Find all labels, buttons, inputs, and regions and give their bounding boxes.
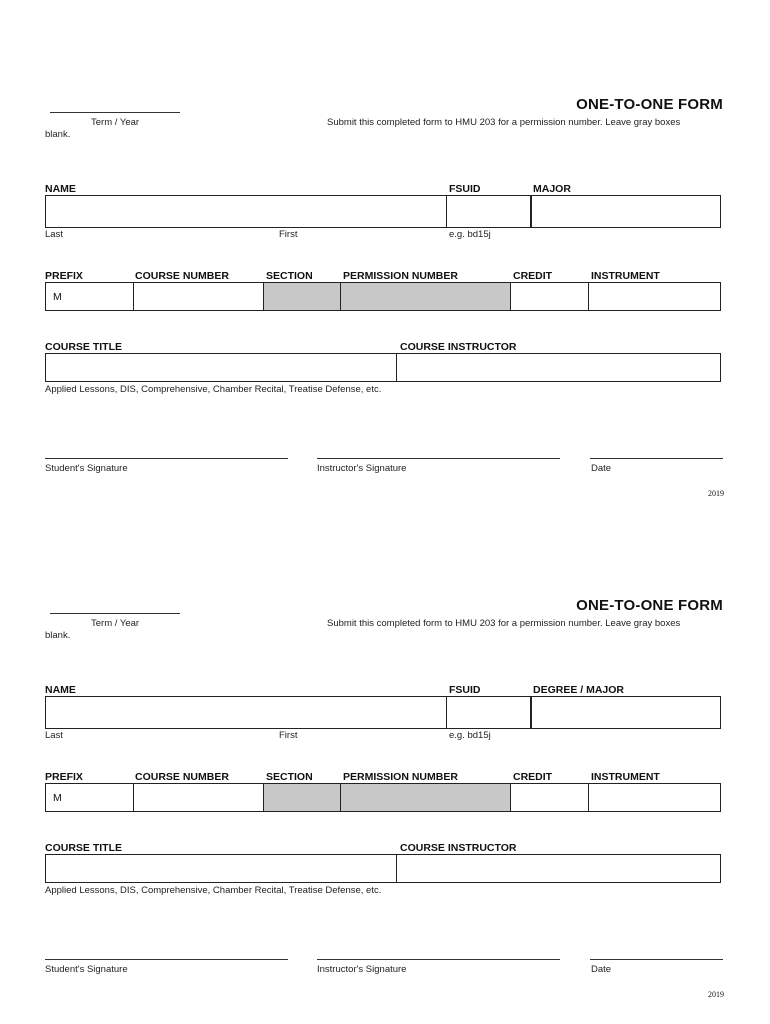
instructor-signature-line[interactable]: [317, 458, 560, 459]
date-line[interactable]: [590, 959, 723, 960]
first-hint: First: [279, 730, 298, 741]
prefix-value: M: [53, 291, 62, 303]
course-number-input[interactable]: [134, 784, 263, 811]
major-label: MAJOR: [533, 183, 571, 195]
course-instructor-field[interactable]: [397, 855, 720, 882]
term-year-line[interactable]: [50, 112, 180, 113]
fsuid-input[interactable]: [447, 196, 531, 227]
form-title: ONE-TO-ONE FORM: [576, 96, 723, 113]
course-instructor-label: COURSE INSTRUCTOR: [400, 341, 517, 353]
date-label: Date: [591, 964, 612, 975]
course-instructor-input[interactable]: [397, 354, 720, 381]
last-hint: Last: [45, 229, 63, 240]
date-label: Date: [591, 463, 612, 474]
fsuid-field[interactable]: [447, 196, 531, 227]
credit-input[interactable]: [511, 784, 588, 811]
date-line[interactable]: [590, 458, 723, 459]
course-row: [45, 282, 721, 311]
course-title-row: [45, 353, 721, 382]
student-signature-line[interactable]: [45, 959, 288, 960]
name-fsuid-row: [45, 195, 531, 228]
credit-input[interactable]: [511, 283, 588, 310]
course-row: [45, 783, 721, 812]
credit-field[interactable]: [511, 784, 589, 811]
degree-major-field[interactable]: [531, 696, 721, 729]
prefix-label: PREFIX: [45, 270, 83, 282]
section-label: SECTION: [266, 771, 313, 783]
course-title-input[interactable]: [46, 354, 396, 381]
instructor-signature-label: Instructor's Signature: [317, 964, 407, 975]
credit-label: CREDIT: [513, 771, 553, 783]
name-input[interactable]: [46, 196, 446, 227]
first-hint: First: [279, 229, 298, 240]
instrument-field[interactable]: [589, 283, 720, 310]
course-title-row: [45, 854, 721, 883]
student-signature-label: Student's Signature: [45, 964, 128, 975]
fsuid-hint: e.g. bd15j: [449, 229, 491, 240]
credit-label: CREDIT: [513, 270, 553, 282]
name-label: NAME: [45, 183, 76, 195]
prefix-label: PREFIX: [45, 771, 83, 783]
instructor-signature-line[interactable]: [317, 959, 560, 960]
fsuid-label: FSUID: [449, 684, 481, 696]
name-label: NAME: [45, 684, 76, 696]
course-title-hint: Applied Lessons, DIS, Comprehensive, Chamber Recital, Treatise Defense, etc.: [45, 885, 382, 896]
instrument-label: INSTRUMENT: [591, 771, 660, 783]
course-instructor-label: COURSE INSTRUCTOR: [400, 842, 517, 854]
fsuid-input[interactable]: [447, 697, 531, 728]
course-number-label: COURSE NUMBER: [135, 270, 229, 282]
prefix-field[interactable]: [46, 784, 134, 811]
instrument-field[interactable]: [589, 784, 720, 811]
instrument-input[interactable]: [589, 283, 720, 310]
form-title: ONE-TO-ONE FORM: [576, 597, 723, 614]
instrument-label: INSTRUMENT: [591, 270, 660, 282]
instrument-input[interactable]: [589, 784, 720, 811]
major-input[interactable]: [532, 196, 720, 227]
instructions-line-2: blank.: [45, 630, 71, 641]
term-year-label: Term / Year: [91, 117, 140, 128]
section-field: [264, 784, 341, 811]
course-number-input[interactable]: [134, 283, 263, 310]
permission-number-label: PERMISSION NUMBER: [343, 270, 458, 282]
prefix-value: M: [53, 792, 62, 804]
name-input[interactable]: [46, 697, 446, 728]
section-label: SECTION: [266, 270, 313, 282]
major-field[interactable]: [531, 195, 721, 228]
degree-major-label: DEGREE / MAJOR: [533, 684, 625, 696]
instructor-signature-label: Instructor's Signature: [317, 463, 407, 474]
name-field[interactable]: [46, 196, 447, 227]
course-instructor-field[interactable]: [397, 354, 720, 381]
course-title-field[interactable]: [46, 354, 397, 381]
instructions-line-1: Submit this completed form to HMU 203 for a permission number. Leave gray boxes: [327, 117, 681, 128]
course-title-input[interactable]: [46, 855, 396, 882]
course-instructor-input[interactable]: [397, 855, 720, 882]
instructions-line-2: blank.: [45, 129, 71, 140]
credit-field[interactable]: [511, 283, 589, 310]
one-to-one-form-2: [0, 501, 770, 1001]
term-year-label: Term / Year: [91, 618, 140, 629]
one-to-one-form-1: [0, 0, 770, 500]
course-number-field[interactable]: [134, 784, 264, 811]
course-number-label: COURSE NUMBER: [135, 771, 229, 783]
permission-number-label: PERMISSION NUMBER: [343, 771, 458, 783]
course-title-field[interactable]: [46, 855, 397, 882]
degree-major-input[interactable]: [532, 697, 720, 728]
fsuid-label: FSUID: [449, 183, 481, 195]
student-signature-label: Student's Signature: [45, 463, 128, 474]
name-field[interactable]: [46, 697, 447, 728]
prefix-field[interactable]: [46, 283, 134, 310]
instructions-line-1: Submit this completed form to HMU 203 for a permission number. Leave gray boxes: [327, 618, 681, 629]
form-year: 2019: [708, 489, 724, 498]
course-title-label: COURSE TITLE: [45, 341, 123, 353]
course-number-field[interactable]: [134, 283, 264, 310]
permission-number-field: [341, 784, 511, 811]
course-title-label: COURSE TITLE: [45, 842, 123, 854]
fsuid-field[interactable]: [447, 697, 531, 728]
permission-number-field: [341, 283, 511, 310]
student-signature-line[interactable]: [45, 458, 288, 459]
last-hint: Last: [45, 730, 63, 741]
form-year: 2019: [708, 990, 724, 999]
name-fsuid-row: [45, 696, 531, 729]
term-year-line[interactable]: [50, 613, 180, 614]
section-field: [264, 283, 341, 310]
fsuid-hint: e.g. bd15j: [449, 730, 491, 741]
course-title-hint: Applied Lessons, DIS, Comprehensive, Chamber Recital, Treatise Defense, etc.: [45, 384, 382, 395]
